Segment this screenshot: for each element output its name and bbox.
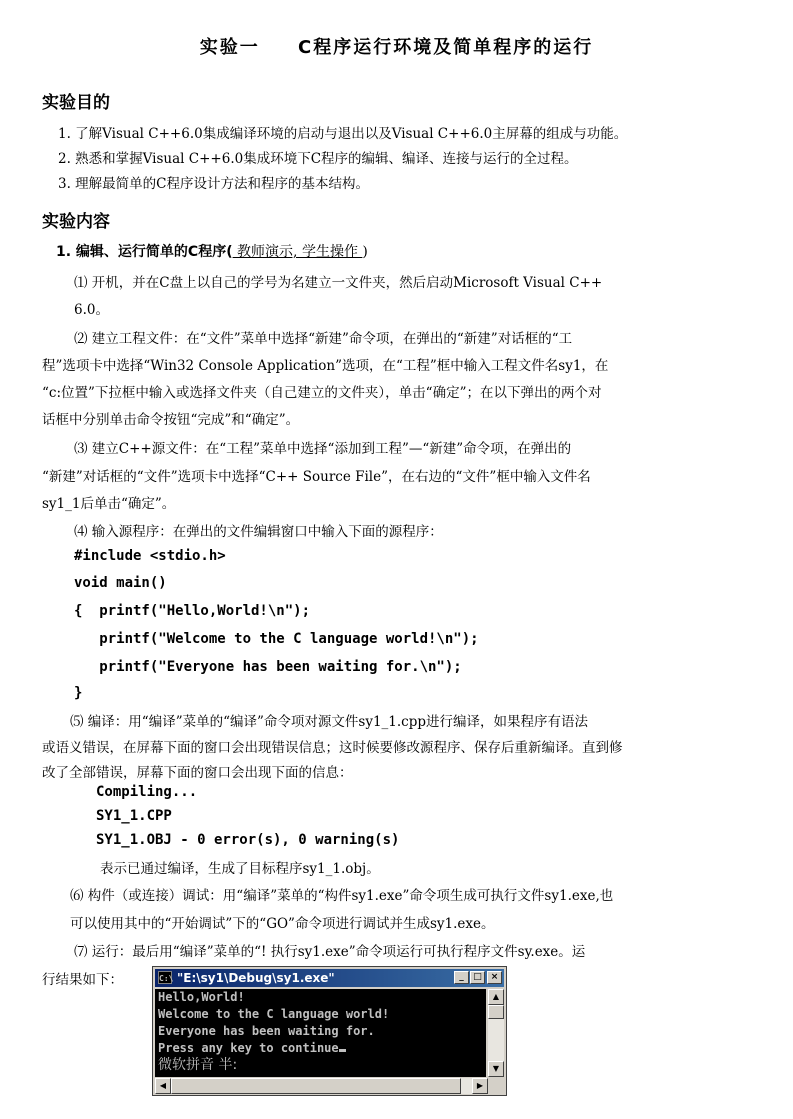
paragraph-6-line-1: ⑹ 构件（或连接）调试：用“编译”菜单的“构件sy1.exe”命令项生成可执行文件sy1.exe,也 (70, 888, 614, 904)
vertical-scroll-thumb[interactable] (488, 1005, 504, 1019)
paragraph-3-line-2: “新建”对话框的“文件”选项卡中选择“C++ Source File”，在右边的“文件”框中输入文件名 (42, 469, 591, 485)
paragraph-7-line-2: 行结果如下： (42, 972, 123, 988)
step1-heading-text: 1. 编辑、运行简单的C程序( (56, 244, 233, 260)
paragraph-5-line-3: 改了全部错误，屏幕下面的窗口会出现下面的信息： (42, 765, 353, 781)
paragraph-3-line-3: sy1_1后单击“确定”。 (42, 496, 176, 512)
maximize-button[interactable]: □ (470, 971, 485, 984)
code-line-4: printf("Welcome to the C language world!\n"); (74, 631, 479, 647)
paragraph-1-line-2: 6.0。 (74, 302, 109, 318)
step1-heading (56, 241, 368, 261)
ime-status: 微软拼音 半: (158, 1057, 238, 1073)
code-line-2: void main() (74, 575, 167, 591)
console-line-2: Welcome to the C language world! (158, 1007, 390, 1021)
purpose-item-3: 3. 理解最简单的C程序设计方法和程序的基本结构。 (58, 176, 370, 192)
paragraph-2-line-1: ⑵ 建立工程文件：在“文件”菜单中选择“新建”命令项，在弹出的“新建”对话框的“工 (74, 331, 573, 347)
scroll-right-icon[interactable]: ▶ (472, 1078, 488, 1094)
horizontal-scroll-thumb[interactable] (171, 1078, 461, 1094)
vertical-scrollbar[interactable] (488, 989, 504, 1077)
code-line-6: } (74, 685, 83, 701)
purpose-item-2: 2. 熟悉和掌握Visual C++6.0集成环境下C程序的编辑、编译、连接与运行的全过程。 (58, 151, 578, 167)
horizontal-scrollbar[interactable] (155, 1078, 488, 1094)
console-line-1: Hello,World! (158, 990, 245, 1004)
console-window-title: "E:\sy1\Debug\sy1.exe" (177, 971, 335, 985)
paragraph-5-line-1: ⑸ 编译：用“编译”菜单的“编译”命令项对源文件sy1_1.cpp进行编译，如果程序有语法 (70, 714, 589, 730)
paragraph-7-line-1: ⑺ 运行：最后用“编译”菜单的“! 执行sy1.exe”命令项运行可执行程序文件sy.exe。运 (74, 944, 586, 960)
document-title: 实验一 C程序运行环境及简单程序的运行 (199, 37, 594, 58)
step1-heading-close: ) (362, 244, 368, 260)
paragraph-2-line-2: 程”选项卡中选择“Win32 Console Application”选项，在“工程”框中输入工程文件名sy1，在 (42, 358, 609, 374)
content-heading: 实验内容 (42, 212, 110, 232)
paragraph-5-line-2: 或语义错误，在屏幕下面的窗口会出现错误信息；这时候要修改源程序、保存后重新编译。直到修 (42, 740, 623, 756)
compile-output-line-3: SY1_1.OBJ - 0 error(s), 0 warning(s) (96, 832, 400, 848)
paragraph-3-line-1: ⑶ 建立C++源文件：在“工程”菜单中选择“添加到工程”—“新建”命令项，在弹出的 (74, 441, 572, 457)
minimize-button[interactable]: _ (454, 971, 469, 984)
purpose-item-1: 1. 了解Visual C++6.0集成编译环境的启动与退出以及Visual C++6.0主屏幕的组成与功能。 (58, 126, 628, 142)
console-line-4-text: Press any key to continue (158, 1041, 339, 1055)
scroll-left-icon[interactable]: ◀ (155, 1078, 171, 1094)
text-cursor-icon (339, 1049, 346, 1052)
console-line-4 (158, 1040, 486, 1057)
code-line-1: #include <stdio.h> (74, 548, 226, 564)
paragraph-4-line-1: ⑷ 输入源程序：在弹出的文件编辑窗口中输入下面的源程序： (74, 524, 443, 540)
close-button[interactable]: × (487, 971, 502, 984)
console-window (152, 966, 507, 1096)
paragraph-6-line-2: 可以使用其中的“开始调试”下的“GO”命令项进行调试并生成sy1.exe。 (70, 916, 495, 932)
console-output[interactable] (155, 989, 486, 1077)
step1-heading-note: 教师演示, 学生操作 (232, 244, 363, 260)
paragraph-2-line-4: 话框中分别单击命令按钮“完成”和“确定”。 (42, 412, 300, 428)
compile-output-line-2: SY1_1.CPP (96, 808, 172, 824)
paragraph-1-line-1: ⑴ 开机，并在C盘上以自己的学号为名建立一文件夹，然后启动Microsoft Visual C++ (74, 275, 603, 291)
code-line-3: { printf("Hello,World!\n"); (74, 603, 311, 619)
scroll-up-icon[interactable]: ▲ (488, 989, 504, 1005)
paragraph-2-line-3: “c:位置”下拉框中输入或选择文件夹（自己建立的文件夹），单击“确定”；在以下弹出的两个对 (42, 385, 602, 401)
console-line-3: Everyone has been waiting for. (158, 1024, 375, 1038)
console-title-bar[interactable] (155, 969, 504, 987)
console-app-icon: C:\ (158, 971, 172, 984)
paragraph-5-note: 表示已通过编译，生成了目标程序sy1_1.obj。 (100, 861, 380, 877)
scroll-down-icon[interactable]: ▼ (488, 1061, 504, 1077)
purpose-heading: 实验目的 (42, 93, 110, 113)
compile-output-line-1: Compiling... (96, 784, 198, 800)
code-line-5: printf("Everyone has been waiting for.\n"); (74, 659, 462, 675)
resize-grip-icon[interactable] (488, 1078, 504, 1094)
